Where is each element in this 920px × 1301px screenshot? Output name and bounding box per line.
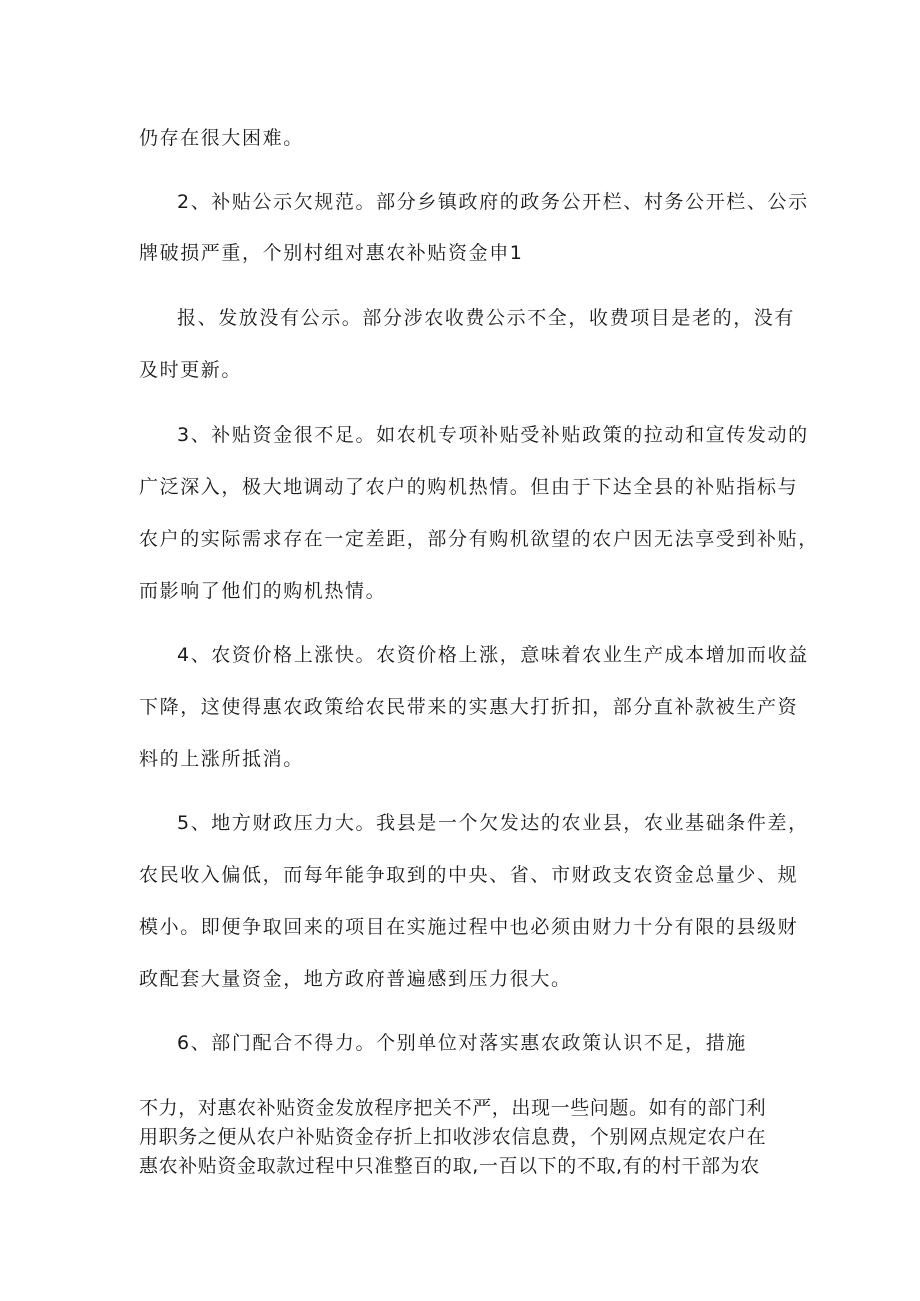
text-line: 而影响了他们的购机热情。 — [139, 580, 387, 602]
text-line: 5、地方财政压力大。我县是一个欠发达的农业县，农业基础条件差， — [177, 812, 809, 834]
text-line: 不力，对惠农补贴资金发放程序把关不严，出现一些问题。如有的部门利 — [139, 1097, 767, 1119]
text-line: 2、补贴公示欠规范。部分乡镇政府的政务公开栏、村务公开栏、公示 — [177, 191, 809, 213]
text-line: 惠农补贴资金取款过程中只准整百的取,一百以下的不取,有的村干部为农 — [139, 1155, 760, 1177]
text-line: 用职务之便从农户补贴资金存折上扣收涉农信息费，个别网点规定农户在 — [139, 1126, 767, 1148]
text-line: 报、发放没有公示。部分涉农收费公示不全，收费项目是老的，没有 — [177, 307, 796, 329]
text-line: 3、补贴资金很不足。如农机专项补贴受补贴政策的拉动和宣传发动的 — [177, 424, 809, 446]
text-line: 牌破损严重，个别村组对惠农补贴资金申1 — [139, 242, 524, 264]
text-line: 及时更新。 — [139, 359, 243, 381]
text-line: 下降，这使得惠农政策给农民带来的实惠大打折扣，部分直补款被生产资 — [139, 696, 799, 718]
text-line: 仍存在很大困难。 — [139, 127, 304, 149]
text-line: 4、农资价格上涨快。农资价格上涨，意味着农业生产成本增加而收益 — [177, 644, 809, 666]
text-line: 6、部门配合不得力。个别单位对落实惠农政策认识不足，措施 — [177, 1032, 747, 1054]
text-line: 农户的实际需求存在一定差距，部分有购机欲望的农户因无法享受到补贴， — [139, 528, 819, 550]
text-line: 政配套大量资金，地方政府普遍感到压力很大。 — [139, 968, 572, 990]
text-line: 料的上涨所抵消。 — [139, 748, 304, 770]
text-line: 广泛深入，极大地调动了农户的购机热情。但由于下达全县的补贴指标与 — [139, 476, 799, 498]
text-line: 模小。即便争取回来的项目在实施过程中也必须由财力十分有限的县级财 — [139, 916, 799, 938]
text-line: 农民收入偏低，而每年能争取到的中央、省、市财政支农资金总量少、规 — [139, 864, 799, 886]
